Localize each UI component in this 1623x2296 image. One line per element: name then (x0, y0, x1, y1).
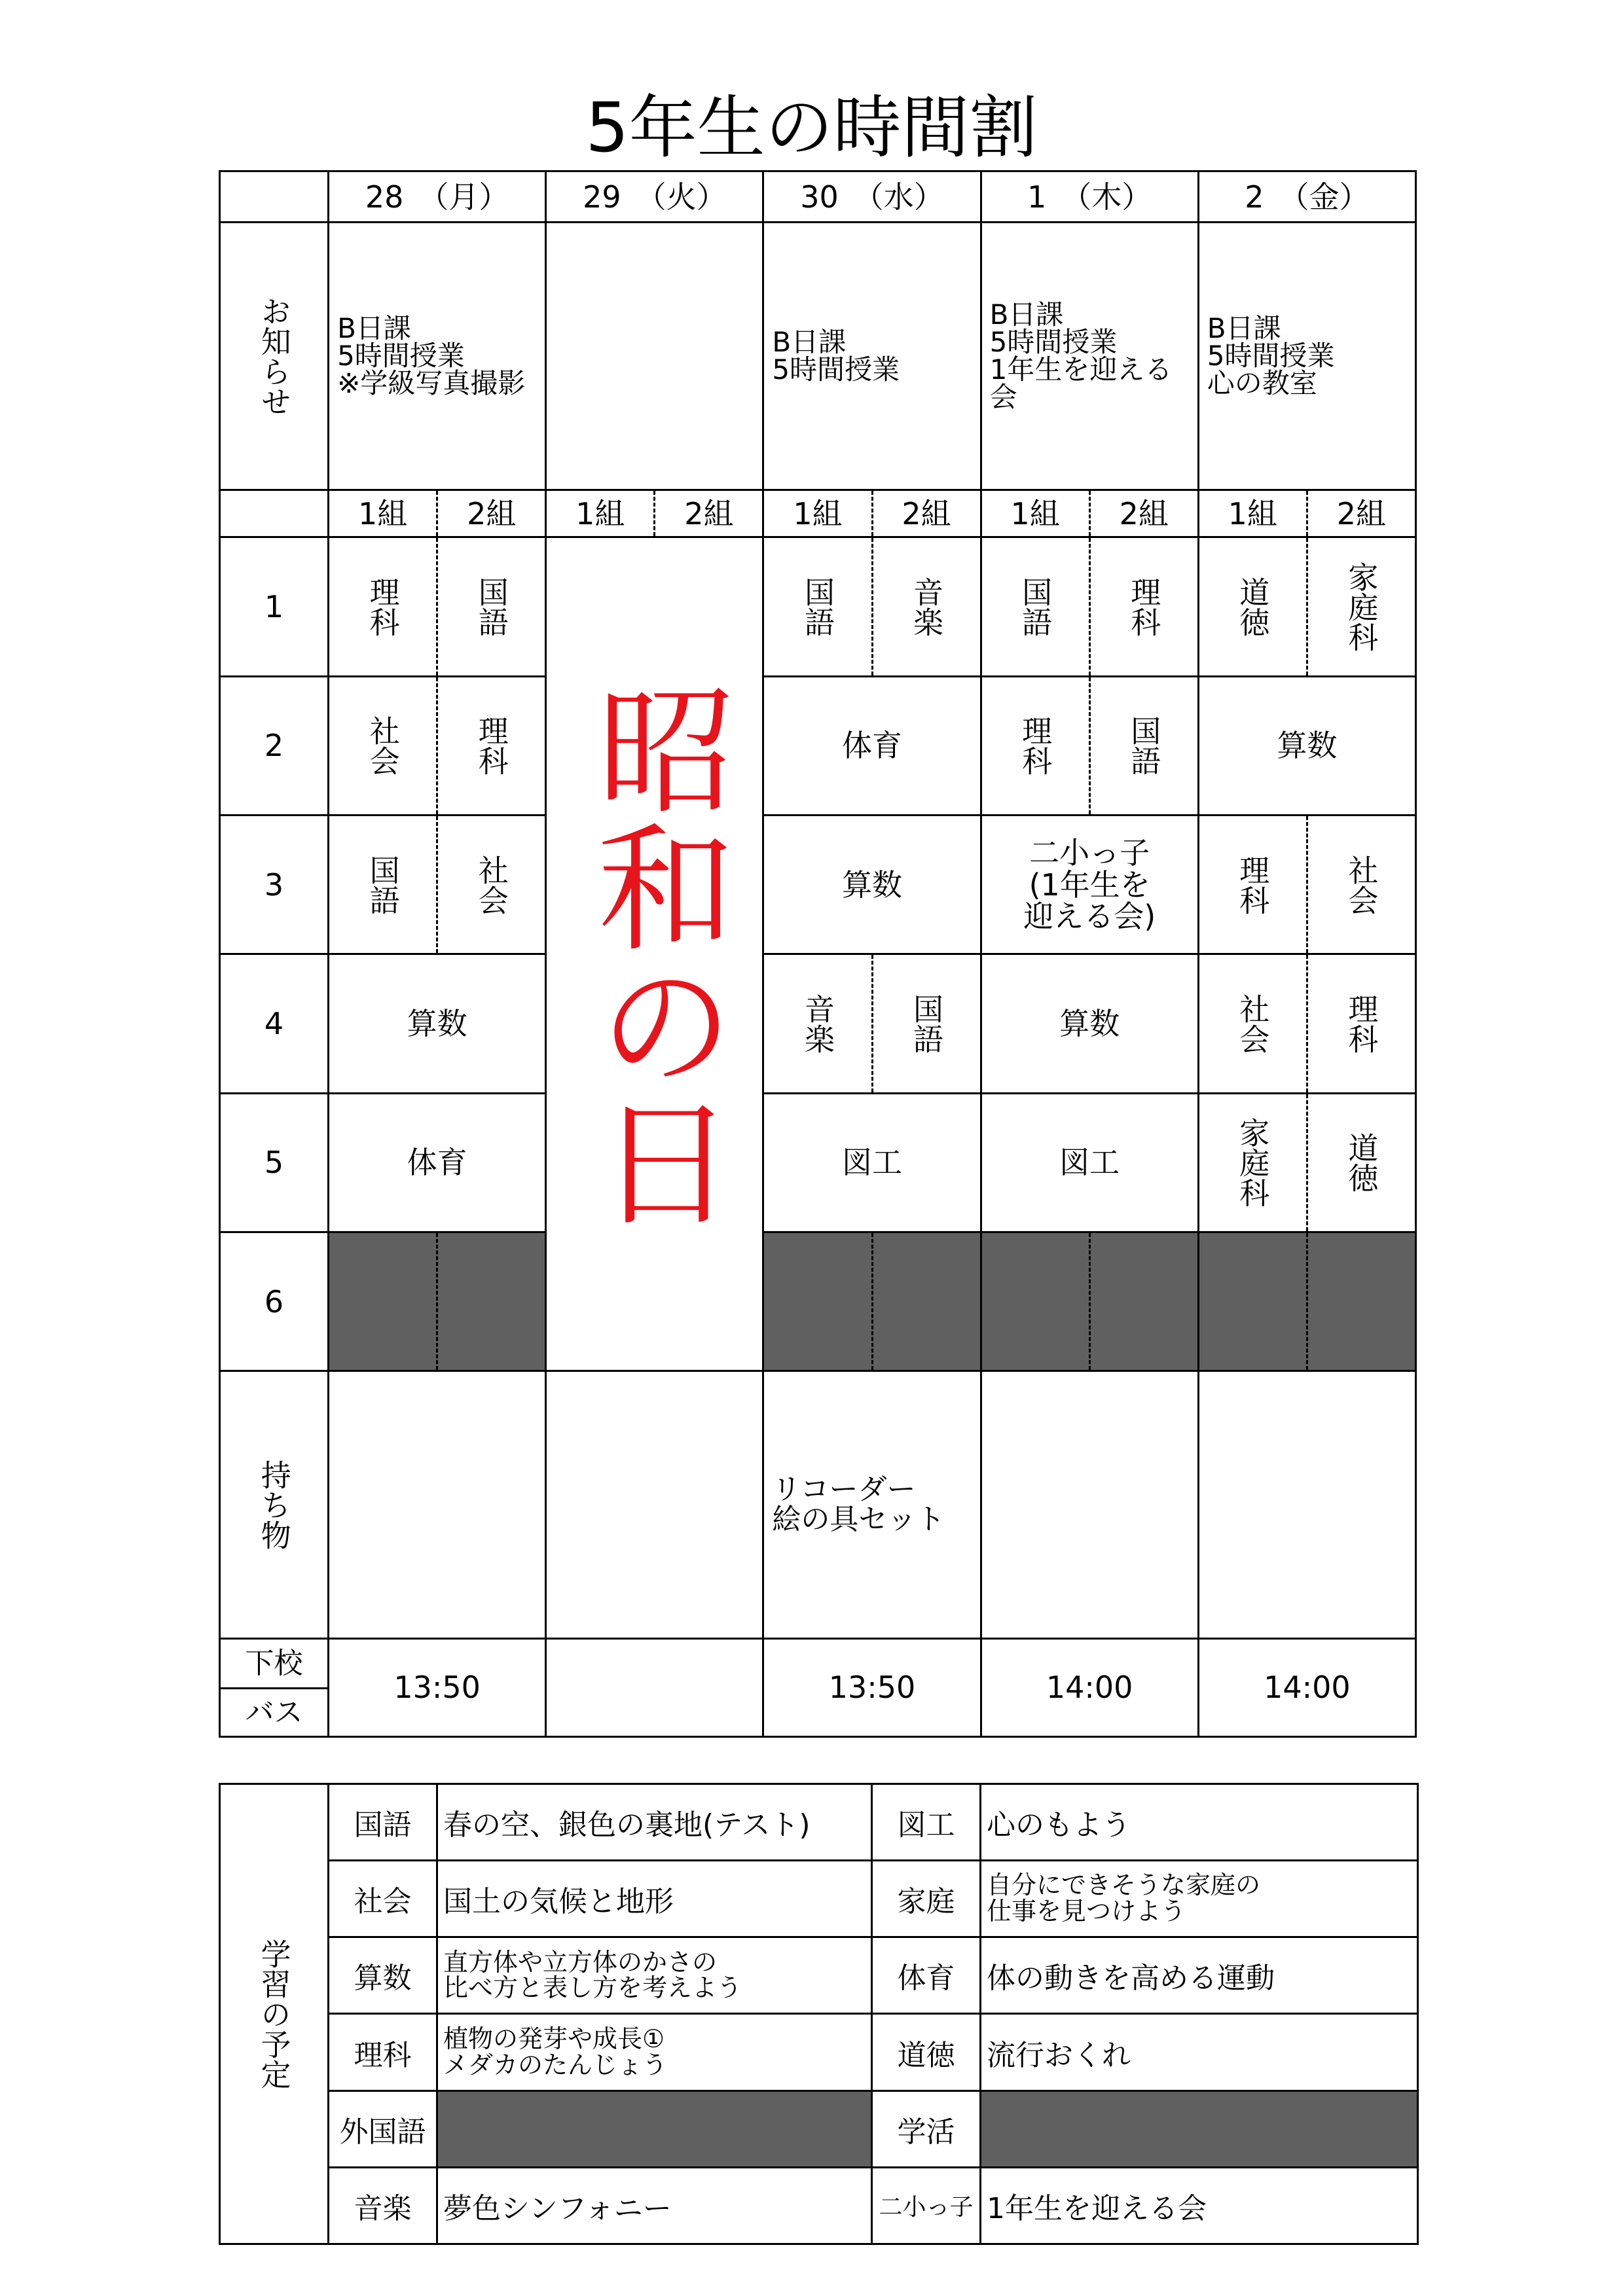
notice-thu (981, 223, 1198, 490)
subject: 道徳 (1235, 577, 1271, 637)
day-header-mon: 28 （月） (329, 171, 546, 223)
subject: 理科 (365, 577, 401, 637)
plan-desc: 体の動きを高める運動 (981, 1937, 1418, 2014)
p3-fri-1 (1198, 816, 1307, 954)
plan-desc (437, 1937, 872, 2014)
subject: 音楽 (909, 577, 945, 637)
notice-fri (1198, 223, 1415, 490)
plan-desc-line: 直方体や立方体のかさの (443, 1947, 718, 1977)
plan-subject: 道徳 (872, 2014, 981, 2090)
notice-line: ※学級写真撮影 (337, 367, 526, 400)
subject: 家庭科 (1343, 562, 1379, 653)
dismissal-wed: 13:50 (763, 1639, 981, 1737)
p6-thu-1 (981, 1232, 1089, 1371)
p3-fri-2 (1307, 816, 1415, 954)
group-1-fri: 1組 (1198, 490, 1307, 537)
notice-line: 1年生を迎える会 (989, 353, 1173, 414)
dismissal-thu: 14:00 (981, 1639, 1198, 1737)
holiday-cell (546, 537, 763, 1371)
items-label: 持ち物 (256, 1460, 292, 1551)
group-1-thu: 1組 (981, 490, 1089, 537)
notice-label: お知らせ (256, 296, 292, 417)
dismissal-fri: 14:00 (1198, 1639, 1415, 1737)
notice-line: 心の教室 (1207, 367, 1317, 400)
subject: 国語 (473, 577, 509, 637)
plan-subject: 図工 (872, 1784, 981, 1861)
items-tue (546, 1371, 763, 1639)
study-plan-table (219, 1783, 1419, 2245)
p5-thu: 図工 (981, 1093, 1198, 1232)
plan-subject: 外国語 (329, 2090, 437, 2167)
day-header-fri: 2 （金） (1198, 171, 1415, 223)
notice-line: B日課 (337, 312, 411, 345)
plan-desc: 国土の気候と地形 (437, 1861, 872, 1937)
plan-desc-line: 植物の発芽や成長① (443, 2024, 665, 2053)
p2-fri: 算数 (1198, 676, 1415, 815)
p5-fri-2 (1307, 1093, 1415, 1232)
p1-thu-2 (1089, 537, 1198, 676)
notice-line: 5時間授業 (1207, 340, 1335, 372)
p4-fri-2 (1307, 954, 1415, 1093)
item-line: 絵の具セット (772, 1503, 945, 1537)
plan-desc: 流行おくれ (981, 2014, 1418, 2090)
plan-subject: 算数 (329, 1937, 437, 2014)
plan-desc: 1年生を迎える会 (981, 2167, 1418, 2244)
notice-line: B日課 (772, 326, 847, 359)
p1-mon-2 (437, 537, 546, 676)
day-header-wed: 30 （水） (763, 171, 981, 223)
period-5: 5 (220, 1093, 329, 1232)
item-line: リコーダー (772, 1473, 916, 1507)
subject: 国語 (799, 577, 835, 637)
plan-desc-empty (981, 2090, 1418, 2167)
plan-desc (437, 2014, 872, 2090)
subject: 理科 (1235, 854, 1271, 915)
p4-mon: 算数 (329, 954, 546, 1093)
subject: 国語 (365, 854, 401, 915)
p6-wed-1 (763, 1232, 872, 1371)
subject: 国語 (1017, 577, 1053, 637)
notice-mon (329, 223, 546, 490)
plan-label: 学習の予定 (256, 1939, 292, 2089)
plan-desc-line: メダカのたんじょう (443, 2050, 668, 2079)
p4-fri-1 (1198, 954, 1307, 1093)
plan-subject: 理科 (329, 2014, 437, 2090)
notice-line: B日課 (989, 298, 1064, 331)
subject-line: 迎える会) (1023, 898, 1156, 934)
day-header-tue: 29 （火） (546, 171, 763, 223)
group-1-mon: 1組 (329, 490, 437, 537)
plan-desc-line: 自分にできそうな家庭の (987, 1871, 1261, 1900)
period-3: 3 (220, 816, 329, 954)
plan-desc-empty (437, 2090, 872, 2167)
p6-mon-2 (437, 1232, 546, 1371)
plan-desc-line: 仕事を見つけよう (987, 1897, 1186, 1926)
plan-subject: 社会 (329, 1861, 437, 1937)
dismissal-tue (546, 1639, 763, 1737)
p1-mon-1 (329, 537, 437, 676)
notice-line: B日課 (1207, 312, 1281, 345)
period-6: 6 (220, 1232, 329, 1371)
p1-wed-1 (763, 537, 872, 676)
subject: 社会 (473, 854, 509, 915)
subject: 国語 (909, 994, 945, 1054)
p3-mon-2 (437, 816, 546, 954)
corner-cell (220, 171, 329, 223)
items-mon (329, 1371, 546, 1639)
plan-desc: 春の空、銀色の裏地(テスト) (437, 1784, 872, 1861)
p3-thu (981, 816, 1198, 954)
subject: 理科 (1343, 994, 1379, 1054)
plan-subject: 家庭 (872, 1861, 981, 1937)
p3-mon-1 (329, 816, 437, 954)
plan-subject: 国語 (329, 1784, 437, 1861)
subject: 国語 (1126, 715, 1162, 776)
p6-wed-2 (872, 1232, 981, 1371)
plan-subject: 学活 (872, 2090, 981, 2167)
p6-mon-1 (329, 1232, 437, 1371)
day-header-thu: 1 （木） (981, 171, 1198, 223)
dismissal-label-cell (220, 1639, 329, 1737)
group-2-thu: 2組 (1089, 490, 1198, 537)
subject: 家庭科 (1235, 1117, 1271, 1208)
items-wed (763, 1371, 981, 1639)
group-2-tue: 2組 (655, 490, 763, 537)
p6-thu-2 (1089, 1232, 1198, 1371)
period-2: 2 (220, 676, 329, 815)
p1-thu-1 (981, 537, 1089, 676)
group-2-mon: 2組 (437, 490, 546, 537)
holiday-label: 昭和の日 (574, 679, 735, 1229)
group-corner (220, 490, 329, 537)
notice-line: 5時間授業 (772, 353, 900, 386)
dismissal-mon: 13:50 (329, 1639, 546, 1737)
group-2-fri: 2組 (1307, 490, 1415, 537)
plan-desc (981, 1861, 1418, 1937)
notice-line: 5時間授業 (337, 340, 465, 372)
plan-subject: 二小っ子 (872, 2167, 981, 2244)
plan-desc: 夢色シンフォニー (437, 2167, 872, 2244)
p6-fri-2 (1307, 1232, 1415, 1371)
plan-subject: 体育 (872, 1937, 981, 2014)
p4-thu: 算数 (981, 954, 1198, 1093)
p1-fri-1 (1198, 537, 1307, 676)
p4-wed-2 (872, 954, 981, 1093)
dismissal-label-top: 下校 (221, 1640, 327, 1689)
notice-wed (763, 223, 981, 490)
p2-mon-2 (437, 676, 546, 815)
p6-fri-1 (1198, 1232, 1307, 1371)
period-4: 4 (220, 954, 329, 1093)
plan-desc: 心のもよう (981, 1784, 1418, 1861)
subject: 社会 (1235, 994, 1271, 1054)
p2-wed: 体育 (763, 676, 981, 815)
p2-thu-1 (981, 676, 1089, 815)
plan-subject: 音楽 (329, 2167, 437, 2244)
p5-wed: 図工 (763, 1093, 981, 1232)
subject: 社会 (365, 715, 401, 776)
subject-line: 二小っ子 (1029, 835, 1150, 871)
subject-line: (1年生を (1029, 867, 1150, 903)
plan-desc-line: 比べ方と表し方を考えよう (443, 1973, 742, 2003)
p1-wed-2 (872, 537, 981, 676)
p5-mon: 体育 (329, 1093, 546, 1232)
p1-fri-2 (1307, 537, 1415, 676)
notice-line: 5時間授業 (989, 326, 1118, 359)
notice-label-cell (220, 223, 329, 490)
notice-tue (546, 223, 763, 490)
page-title: 5年生の時間割 (585, 88, 1038, 168)
subject: 道徳 (1343, 1132, 1379, 1193)
subject: 理科 (473, 715, 509, 776)
items-thu (981, 1371, 1198, 1639)
group-1-tue: 1組 (546, 490, 655, 537)
p2-thu-2 (1089, 676, 1198, 815)
group-2-wed: 2組 (872, 490, 981, 537)
subject: 社会 (1343, 854, 1379, 915)
period-1: 1 (220, 537, 329, 676)
timetable (219, 170, 1417, 1738)
group-1-wed: 1組 (763, 490, 872, 537)
p3-wed: 算数 (763, 816, 981, 954)
subject: 音楽 (799, 994, 835, 1054)
p5-fri-1 (1198, 1093, 1307, 1232)
subject: 理科 (1126, 577, 1162, 637)
subject: 理科 (1017, 715, 1053, 776)
items-label-cell (220, 1371, 329, 1639)
dismissal-label-bottom: バス (245, 1695, 303, 1729)
plan-label-cell (220, 1784, 329, 2244)
items-fri (1198, 1371, 1415, 1639)
p4-wed-1 (763, 954, 872, 1093)
p2-mon-1 (329, 676, 437, 815)
